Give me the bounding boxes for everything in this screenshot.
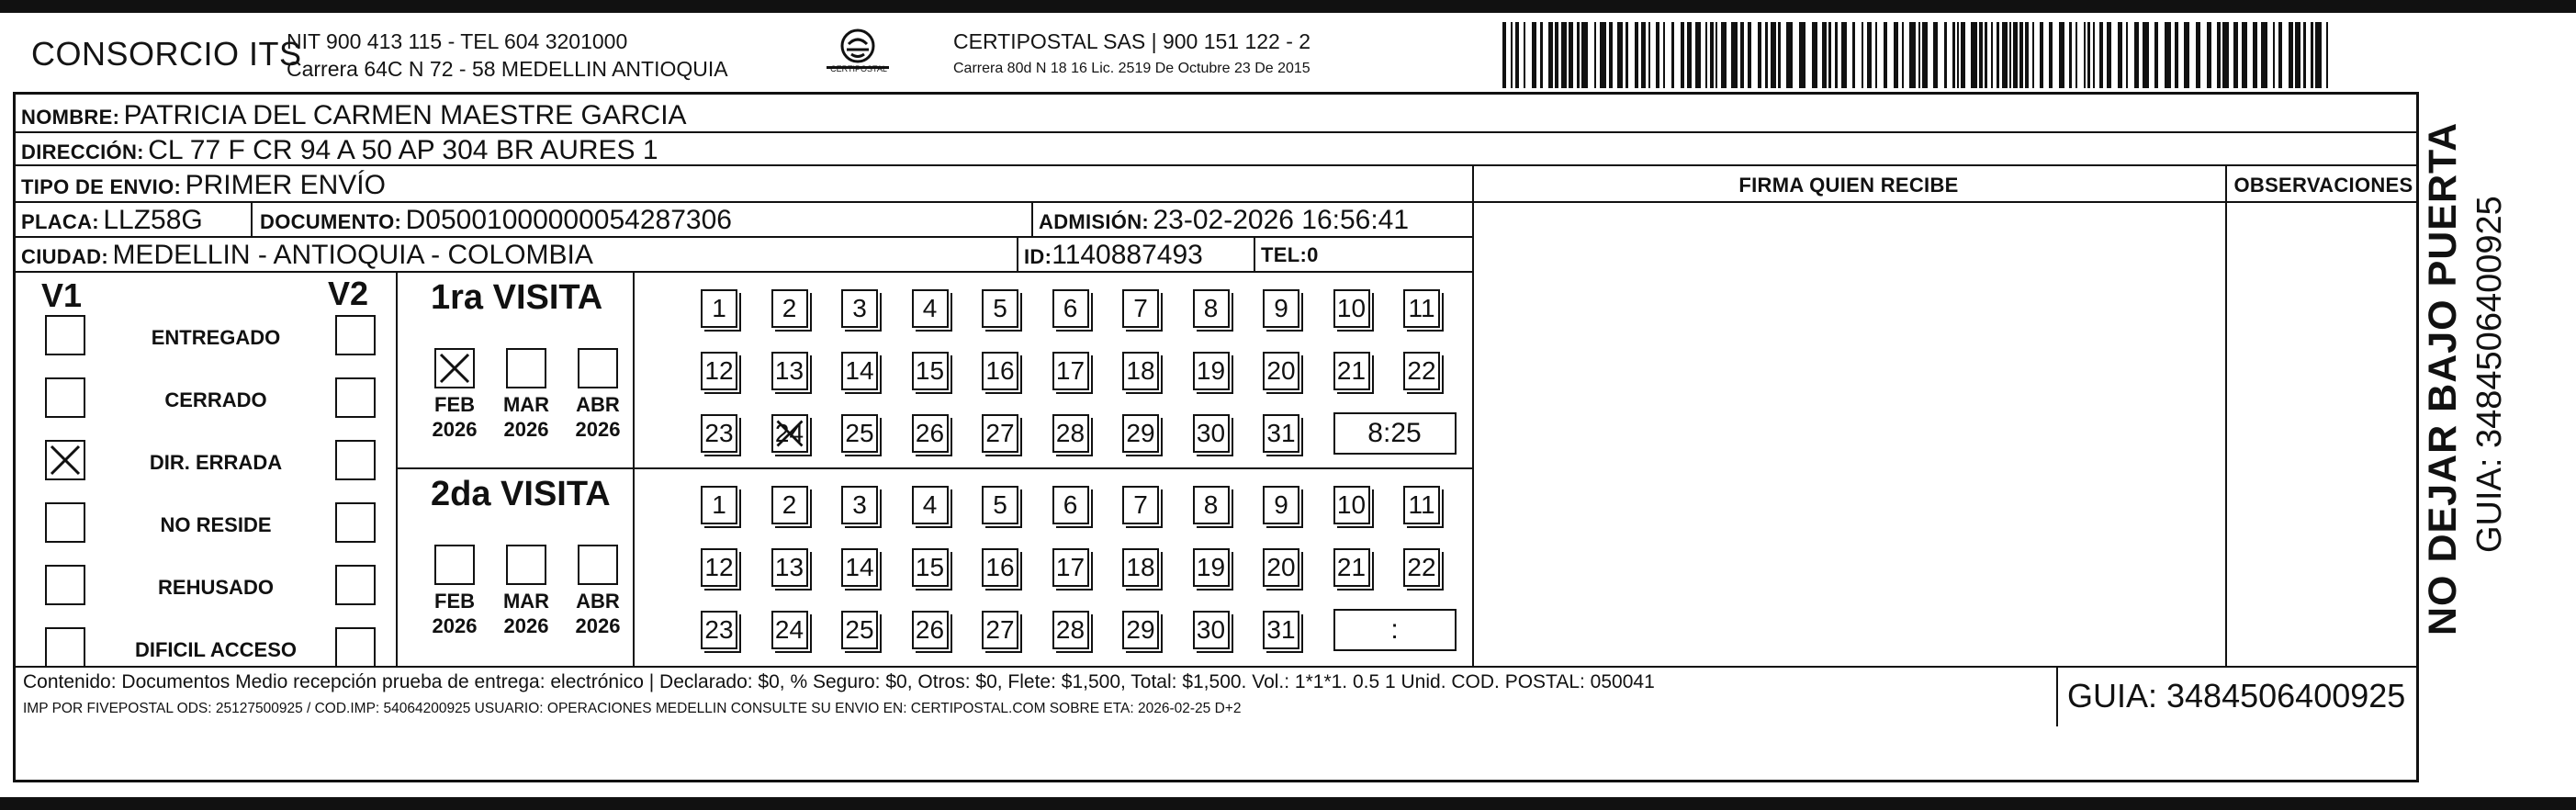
v2-checkbox[interactable] [335,627,376,668]
month-checkbox[interactable] [434,348,475,388]
day-box[interactable]: 18 [1122,352,1159,390]
day-box[interactable]: 3 [841,289,878,328]
month-label [499,589,554,638]
month-name: MAR [502,590,550,613]
barcode [1502,22,2329,88]
company-address: Carrera 64C N 72 - 58 MEDELLIN ANTIOQUIA [287,57,728,81]
v1-checkbox[interactable] [45,627,85,668]
tel-label: TEL: [1261,243,1308,266]
state-label: REHUSADO [158,576,274,599]
state-label: ENTREGADO [151,326,281,349]
month-checkbox[interactable] [434,545,475,585]
day-box[interactable]: 31 [1263,414,1299,453]
month-name: ABR [576,393,620,416]
month-year: 2026 [503,418,549,441]
firma-area[interactable] [1476,205,2223,664]
direccion-label: DIRECCIÓN: [21,141,144,163]
day-box[interactable]: 28 [1052,414,1089,453]
certipostal-line: CERTIPOSTAL SAS | 900 151 122 - 2 [953,29,1311,53]
footer-imp: IMP POR FIVEPOSTAL ODS: 25127500925 / COD.IMP: 54064200925 USUARIO: OPERACIONES MEDELLIN CONSULTE SU ENVIO EN: CERTIPOSTAL.COM SOBRE ETA: 2026-02-25 D+2 [23,701,1242,716]
admision-value: 23-02-2026 16:56:41 [1153,205,1410,235]
day-box[interactable]: 29 [1122,611,1159,649]
day-box[interactable]: 8 [1193,486,1230,524]
nombre-value: PATRICIA DEL CARMEN MAESTRE GARCIA [123,100,687,130]
day-box[interactable]: 10 [1333,289,1370,328]
tipo-envio-label: TIPO DE ENVIO: [21,175,182,198]
state-label: NO RESIDE [160,513,272,536]
observaciones-left-border [2225,166,2227,666]
day-box[interactable]: 28 [1052,611,1089,649]
time-box[interactable]: 8:25 [1333,412,1457,455]
logo-wordmark: CERTIPOSTAL [830,64,887,73]
id-value: 1140887493 [1052,240,1203,270]
month-name: FEB [434,393,475,416]
v1-checkbox[interactable] [45,377,85,418]
v2-checkbox[interactable] [335,502,376,543]
day-box[interactable]: 5 [982,289,1018,328]
day-box[interactable]: 16 [982,352,1018,390]
id-label: ID: [1024,245,1052,268]
state-label: DIFICIL ACCESO [134,638,297,661]
footer-contenido: Contenido: Documentos Medio recepción prueba de entrega: electrónico | Declarado: $0, % Seguro: $0, Otros: $0, Flete: $1,500, Total: $1,500. Vol.: 1*1*1. 0.5 1 Unid. COD. POSTAL: 050041 [23,671,1655,692]
day-box[interactable]: 30 [1193,611,1230,649]
day-box[interactable]: 24 [771,611,808,649]
day-box[interactable]: 17 [1052,548,1089,587]
certipostal-info [953,28,1310,83]
day-box[interactable]: 19 [1193,352,1230,390]
states-block [16,273,396,666]
ciudad-label: CIUDAD: [21,245,108,268]
day-box[interactable]: 29 [1122,414,1159,453]
day-box[interactable]: 30 [1193,414,1230,453]
v1-header: V1 [41,276,83,314]
shipping-form [13,92,2419,782]
side-warning: NO DEJAR BAJO PUERTA [2421,121,2465,636]
time-box[interactable]: : [1333,609,1457,651]
observaciones-area[interactable] [2229,205,2416,664]
day-box[interactable]: 13 [771,548,808,587]
day-box[interactable]: 18 [1122,548,1159,587]
day-box[interactable]: 31 [1263,611,1299,649]
day-box[interactable]: 12 [701,352,737,390]
day-box[interactable]: 20 [1263,352,1299,390]
day-box[interactable]: 20 [1263,548,1299,587]
day-box[interactable]: 25 [841,414,878,453]
month-label [570,589,625,638]
month-label [427,589,482,638]
month-name: MAR [502,393,550,416]
month-label [570,392,625,442]
v1-checkbox[interactable] [45,440,85,480]
day-box[interactable]: 9 [1263,289,1299,328]
month-checkbox[interactable] [506,348,546,388]
day-box[interactable]: 24 [771,414,808,453]
bottom-border-bar [0,797,2576,810]
v1-checkbox[interactable] [45,565,85,605]
day-box[interactable]: 21 [1333,352,1370,390]
day-box[interactable]: 6 [1052,486,1089,524]
day-box[interactable]: 12 [701,548,737,587]
day-box[interactable]: 15 [912,352,949,390]
day-box[interactable]: 26 [912,611,949,649]
day-box[interactable]: 6 [1052,289,1089,328]
placa-label: PLACA: [21,210,99,233]
day-box[interactable]: 16 [982,548,1018,587]
row-direccion [16,133,2416,166]
row-placa [16,203,1472,238]
day-box[interactable]: 5 [982,486,1018,524]
nombre-label: NOMBRE: [21,106,120,129]
visit-block-1 [398,273,1472,467]
month-year: 2026 [432,418,478,441]
day-box[interactable]: 7 [1122,289,1159,328]
side-guia: GUIA: 3484506400925 [2470,196,2509,553]
tipo-envio-value: PRIMER ENVÍO [185,170,386,200]
footer-guia: GUIA: 3484506400925 [2067,677,2406,714]
month-label [499,392,554,442]
month-year: 2026 [575,418,621,441]
firma-header: FIRMA QUIEN RECIBE [1738,174,1959,197]
company-info [287,28,728,83]
month-year: 2026 [575,614,621,637]
day-box[interactable]: 22 [1403,352,1440,390]
day-box[interactable]: 27 [982,611,1018,649]
day-box[interactable]: 10 [1333,486,1370,524]
state-label: DIR. ERRADA [149,451,283,474]
header [13,20,2421,92]
v1-checkbox[interactable] [45,315,85,355]
day-box[interactable]: 21 [1333,548,1370,587]
day-box[interactable]: 4 [912,289,949,328]
placa-value: LLZ58G [103,205,203,235]
v2-checkbox[interactable] [335,377,376,418]
company-name: CONSORCIO ITS [31,35,302,73]
day-box[interactable]: 1 [701,486,737,524]
day-box[interactable]: 25 [841,611,878,649]
months-divider [633,273,635,666]
v2-checkbox[interactable] [335,440,376,480]
certipostal-logo-icon [821,26,894,90]
nit-line: NIT 900 413 115 - TEL 604 3201000 [287,29,628,53]
day-box[interactable]: 13 [771,352,808,390]
day-box[interactable]: 7 [1122,486,1159,524]
month-year: 2026 [503,614,549,637]
month-checkbox[interactable] [578,545,618,585]
day-box[interactable]: 3 [841,486,878,524]
day-box[interactable]: 27 [982,414,1018,453]
visit-block-2 [398,469,1472,666]
visit-title: 1ra VISITA [431,278,603,317]
day-box[interactable]: 14 [841,548,878,587]
day-box[interactable]: 8 [1193,289,1230,328]
month-name: ABR [576,590,620,613]
observaciones-header: OBSERVACIONES [2233,174,2413,197]
row-nombre [16,95,2416,133]
month-name: FEB [434,590,475,613]
visit-title: 2da VISITA [431,475,611,513]
month-label [427,392,482,442]
v2-header: V2 [328,275,369,312]
firma-left-border [1472,166,1474,666]
day-box[interactable]: 15 [912,548,949,587]
ciudad-value: MEDELLIN - ANTIOQUIA - COLOMBIA [112,240,593,270]
row-tipo-envio [16,166,1472,203]
row-ciudad [16,238,1472,273]
day-box[interactable]: 23 [701,611,737,649]
v1-checkbox[interactable] [45,502,85,543]
day-box[interactable]: 26 [912,414,949,453]
day-box[interactable]: 1 [701,289,737,328]
day-box[interactable]: 2 [771,289,808,328]
tel-value: 0 [1307,243,1319,266]
day-box[interactable]: 19 [1193,548,1230,587]
day-box[interactable]: 22 [1403,548,1440,587]
column-header-divider [1472,201,2416,203]
day-box[interactable]: 11 [1403,486,1440,524]
documento-label: DOCUMENTO: [260,210,402,233]
month-checkbox[interactable] [578,348,618,388]
day-box[interactable]: 2 [771,486,808,524]
day-box[interactable]: 11 [1403,289,1440,328]
v2-checkbox[interactable] [335,565,376,605]
v2-checkbox[interactable] [335,315,376,355]
certipostal-address: Carrera 80d N 18 16 Lic. 2519 De Octubre 23 De 2015 [953,61,1310,76]
direccion-value: CL 77 F CR 94 A 50 AP 304 BR AURES 1 [148,135,658,165]
day-box[interactable]: 17 [1052,352,1089,390]
day-box[interactable]: 4 [912,486,949,524]
day-box[interactable]: 14 [841,352,878,390]
month-year: 2026 [432,614,478,637]
month-checkbox[interactable] [506,545,546,585]
day-box[interactable]: 9 [1263,486,1299,524]
state-label: CERRADO [164,388,267,411]
day-box[interactable]: 23 [701,414,737,453]
top-border-bar [0,0,2576,13]
admision-label: ADMISIÓN: [1039,210,1150,233]
documento-value: D05001000000054287306 [405,205,732,235]
